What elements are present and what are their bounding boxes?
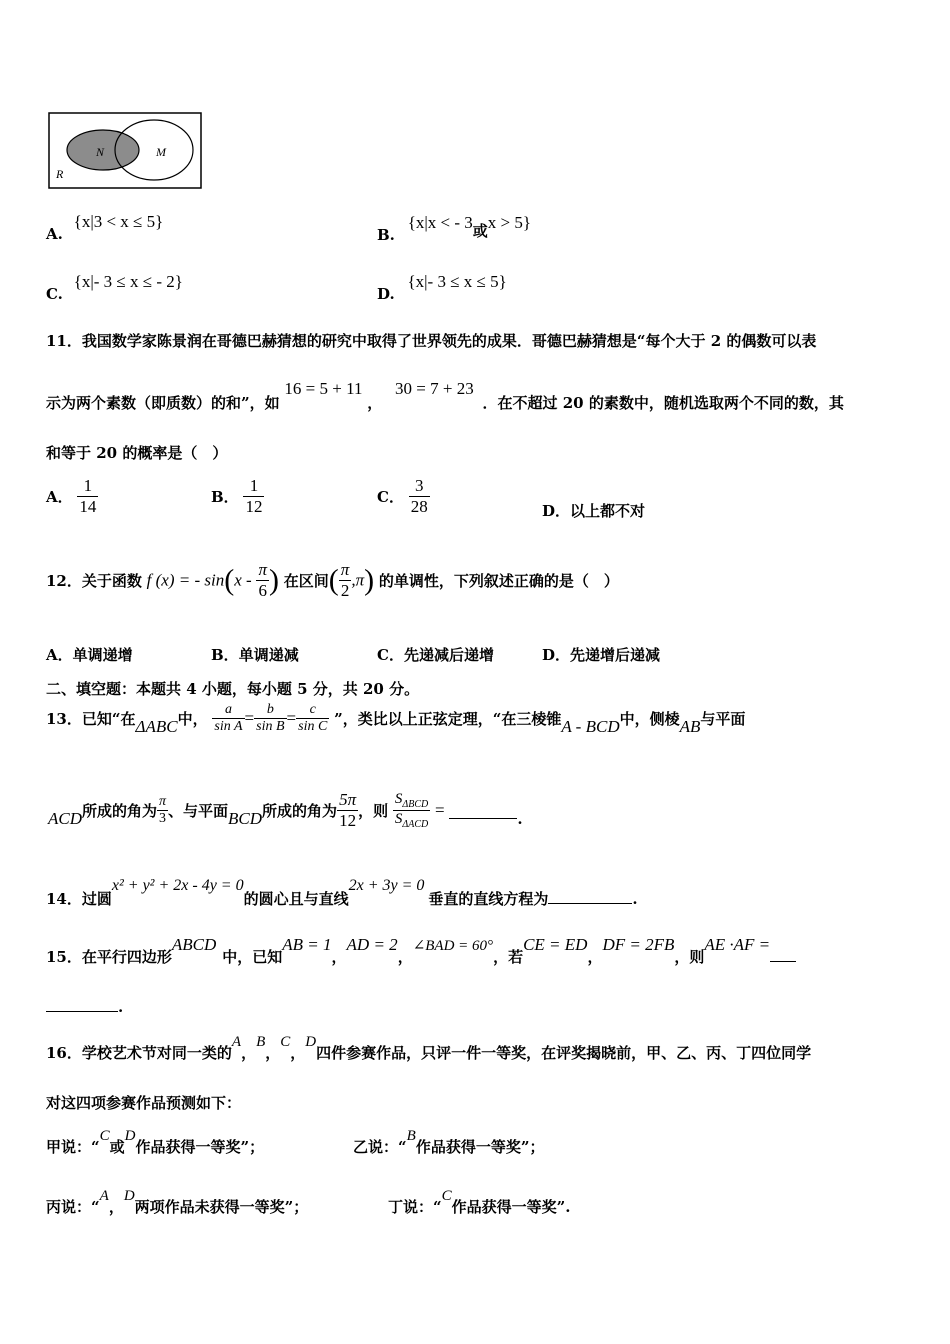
entry-c: C <box>441 1188 452 1204</box>
area-subscript: ΔBCD <box>402 799 429 810</box>
q13-plane-bcd: BCD <box>228 808 263 828</box>
fraction-numerator: b <box>254 702 286 719</box>
option-letter: D． <box>542 646 571 664</box>
entry-d: D <box>305 1034 317 1050</box>
q16-sep: ， <box>108 1198 124 1216</box>
q15-text: ，则 <box>674 948 705 966</box>
q11-option-d <box>542 500 645 521</box>
q14-text: 垂直的直线方程为 <box>428 890 549 908</box>
q16-yi-statement <box>353 1124 545 1156</box>
q13-text: ，则 <box>358 802 389 820</box>
q15-text: 15．在平行四边形 <box>46 948 172 966</box>
q11-equation-2: 30 = 7 + 23 <box>395 379 474 398</box>
q11-option-c <box>377 476 430 517</box>
answer-blank-continued[interactable] <box>46 1011 118 1012</box>
speaker-label: 丙说：“ <box>46 1198 100 1216</box>
fraction-denominator: 12 <box>245 497 263 516</box>
q12-option-d <box>542 644 660 665</box>
q11-line1: 11．我国数学家陈景润在哥德巴赫猜想的研究中取得了世界领先的成果．哥德巴赫猜想是“每个大于 2 的偶数可以表 <box>46 332 817 350</box>
option-set-right: x > 5} <box>487 213 532 232</box>
option-or-word: 或 <box>472 222 488 240</box>
q13-text: ”，类比以上正弦定理，“在三棱锥 <box>334 710 562 728</box>
statement-text: 作品获得一等奖”； <box>135 1138 265 1156</box>
area-ratio <box>393 791 430 830</box>
interval-right-paren: ) <box>364 563 375 597</box>
option-letter: A． <box>46 646 73 664</box>
fraction-numerator: 1 <box>243 476 264 497</box>
q14-text: 14．过圆 <box>46 890 112 908</box>
q13-edge-ab: AB <box>679 716 701 736</box>
q15-sep: ， <box>397 948 413 966</box>
q11-text: 示为两个素数（即质数）的和”，如 <box>46 394 280 412</box>
q16-text: 四件参赛作品，只评一件一等奖，在评奖揭晓前，甲、乙、丙、丁四位同学 <box>316 1044 812 1062</box>
fraction-denominator: 6 <box>258 581 267 600</box>
speaker-label: 甲说：“ <box>46 1138 100 1156</box>
q12-option-c <box>377 644 494 665</box>
q16-ding-statement <box>388 1184 571 1216</box>
option-letter: C. <box>46 285 63 303</box>
option-fraction <box>409 476 430 517</box>
entry-d: D <box>123 1188 135 1204</box>
venn-diagram <box>48 112 204 192</box>
q15-ce-ed: CE = ED <box>523 935 588 954</box>
q10-option-d <box>377 272 507 303</box>
fraction-numerator: c <box>296 702 329 719</box>
fraction-numerator: π <box>258 560 267 579</box>
q16-stem <box>46 1030 812 1062</box>
q15-ad-length: AD = 2 <box>346 935 398 954</box>
q13-line1 <box>46 702 745 735</box>
q13-text: 中，侧棱 <box>619 710 680 728</box>
q13-tetrahedron: A - BCD <box>561 716 620 736</box>
q15-angle: ∠BAD = 60° <box>412 938 494 954</box>
q11-line3: 和等于 20 的概率是（ ） <box>46 444 228 462</box>
q12-function: f (x) = - sin <box>146 570 225 590</box>
q13-text: 所成的角为 <box>82 802 158 820</box>
q13-triangle: ΔABC <box>135 716 178 736</box>
statement-text: 作品获得一等奖”； <box>415 1138 545 1156</box>
speaker-label: 丁说：“ <box>388 1198 442 1216</box>
fraction-numerator: π <box>159 794 167 809</box>
b-over-sinB <box>254 702 286 735</box>
q13-plane-acd: ACD <box>48 808 82 828</box>
c-over-sinC <box>296 702 329 735</box>
option-set: {x|3 < x ≤ 5} <box>73 212 164 231</box>
q15-line2 <box>46 998 123 1016</box>
q16-sep: ， <box>265 1044 281 1062</box>
q14-text: 的圆心且与直线 <box>243 890 349 908</box>
entry-c: C <box>99 1128 110 1144</box>
q13-text: 与平面 <box>700 710 746 728</box>
option-text: 单调递增 <box>72 646 133 664</box>
q13-text: 13．已知“在 <box>46 710 136 728</box>
option-set-left: {x|x < - 3 <box>407 213 473 232</box>
option-text: 以上都不对 <box>570 502 646 520</box>
option-set: {x|- 3 ≤ x ≤ - 2} <box>73 272 183 291</box>
q11-text: ．在不超过 20 的素数中，随机选取两个不同的数，其 <box>482 394 844 412</box>
interval-left-paren: ( <box>328 563 339 597</box>
answer-blank[interactable] <box>548 903 632 904</box>
fraction-denominator: 14 <box>79 497 97 516</box>
option-letter: B． <box>211 646 239 664</box>
option-letter: B． <box>211 488 239 506</box>
area-symbol: S <box>394 791 403 807</box>
q15-dot-product: AE ·AF = <box>704 935 771 954</box>
q13-period: . <box>517 809 523 828</box>
right-paren: ) <box>269 563 279 597</box>
entry-c: C <box>280 1034 291 1050</box>
statement-text: 两项作品未获得一等奖”； <box>134 1198 309 1216</box>
entry-b: B <box>406 1128 416 1144</box>
q16-jia-statement <box>46 1124 265 1156</box>
q11-option-a <box>46 476 98 517</box>
q10-option-b <box>377 212 532 244</box>
q12-text: 12．关于函数 <box>46 572 142 590</box>
pi-over-6 <box>256 560 269 601</box>
fraction-denominator: sin C <box>298 719 328 734</box>
answer-blank[interactable] <box>770 961 796 962</box>
5pi-over-12 <box>337 790 358 831</box>
pi-over-2 <box>339 560 352 601</box>
fraction-numerator: 5π <box>339 790 357 809</box>
option-letter: D． <box>542 502 571 520</box>
fraction-numerator: 1 <box>77 476 98 497</box>
q13-line2 <box>48 790 523 831</box>
q14-stem <box>46 874 638 908</box>
q15-stem <box>46 934 796 966</box>
q11-comma: ， <box>367 394 383 412</box>
q12-option-b <box>211 644 299 665</box>
option-text: 先递减后递增 <box>403 646 494 664</box>
a-over-sinA <box>212 702 244 735</box>
equals-sign: = <box>244 708 255 728</box>
area-symbol: S <box>394 811 403 827</box>
q12-text: 的单调性，下列叙述正确的是（ ） <box>378 572 619 590</box>
option-fraction <box>77 476 98 517</box>
fraction-denominator: 3 <box>159 811 167 826</box>
entry-a: A <box>99 1188 109 1204</box>
q15-df-fb: DF = 2FB <box>602 935 675 954</box>
option-letter: A. <box>46 225 63 243</box>
q15-text: ，若 <box>493 948 524 966</box>
q12-text: 在区间 <box>283 572 329 590</box>
q16-sep: ， <box>290 1044 306 1062</box>
q15-text: 中，已知 <box>222 948 283 966</box>
option-letter: C． <box>377 488 404 506</box>
q15-sep: ， <box>331 948 347 966</box>
fraction-numerator: 3 <box>409 476 430 497</box>
section-heading: 二、填空题：本题共 4 小题，每小题 5 分，共 20 分。 <box>46 680 420 698</box>
q16-text: 16．学校艺术节对同一类的 <box>46 1044 232 1062</box>
q11-line2 <box>46 378 844 412</box>
left-paren: ( <box>224 563 235 597</box>
entry-a: A <box>231 1034 242 1050</box>
venn-label-n: N <box>96 145 105 159</box>
q15-parallelogram: ABCD <box>171 935 217 954</box>
option-set: {x|- 3 ≤ x ≤ 5} <box>407 272 507 291</box>
fraction-denominator: sin B <box>256 719 285 734</box>
q15-sep: ， <box>587 948 603 966</box>
q10-option-a <box>46 212 164 243</box>
option-letter: A． <box>46 488 73 506</box>
statement-text: 作品获得一等奖”. <box>451 1198 571 1216</box>
interval-pi: ,π <box>351 570 365 590</box>
answer-blank[interactable] <box>449 818 517 819</box>
option-text: 先递增后递减 <box>570 646 661 664</box>
q15-ab-length: AB = 1 <box>282 935 332 954</box>
q12-x-term: x - <box>234 570 252 590</box>
q13-text: 、与平面 <box>168 802 229 820</box>
speaker-label: 乙说：“ <box>353 1138 407 1156</box>
q13-text: 所成的角为 <box>262 802 338 820</box>
q14-line-equation: 2x + 3y = 0 <box>348 877 425 894</box>
q15-period: . <box>118 998 124 1016</box>
fraction-numerator: π <box>340 560 350 579</box>
q14-period: . <box>632 890 638 908</box>
fraction-denominator: sin A <box>214 719 243 734</box>
fraction-denominator: 12 <box>339 811 357 830</box>
q12-stem <box>46 560 619 601</box>
q13-text: 中， <box>177 710 208 728</box>
q14-circle-equation: x² + y² + 2x - 4y = 0 <box>111 877 244 894</box>
venn-label-m: M <box>156 145 166 159</box>
equals-sign: = <box>435 800 445 820</box>
fraction-denominator: 2 <box>340 581 350 600</box>
fraction-numerator: a <box>212 702 244 719</box>
fraction-denominator: 28 <box>410 497 428 516</box>
pi-over-3 <box>157 794 168 827</box>
or-word: 或 <box>109 1138 125 1156</box>
q11-option-b <box>211 476 264 517</box>
q16-bing-statement <box>46 1184 309 1216</box>
q16-sep: ， <box>241 1044 257 1062</box>
area-subscript: ΔACD <box>402 819 429 830</box>
q10-option-c <box>46 272 183 303</box>
entry-b: B <box>256 1034 266 1050</box>
option-letter: C． <box>377 646 404 664</box>
venn-label-r: R <box>56 167 64 181</box>
equals-sign: = <box>286 708 297 728</box>
option-fraction <box>243 476 264 517</box>
option-text: 单调递减 <box>238 646 299 664</box>
q16-line2: 对这四项参赛作品预测如下： <box>46 1094 242 1112</box>
option-letter: B. <box>377 226 395 244</box>
q12-option-a <box>46 644 133 665</box>
q11-equation-1: 16 = 5 + 11 <box>284 379 363 398</box>
entry-d: D <box>124 1128 136 1144</box>
option-letter: D. <box>377 285 395 303</box>
